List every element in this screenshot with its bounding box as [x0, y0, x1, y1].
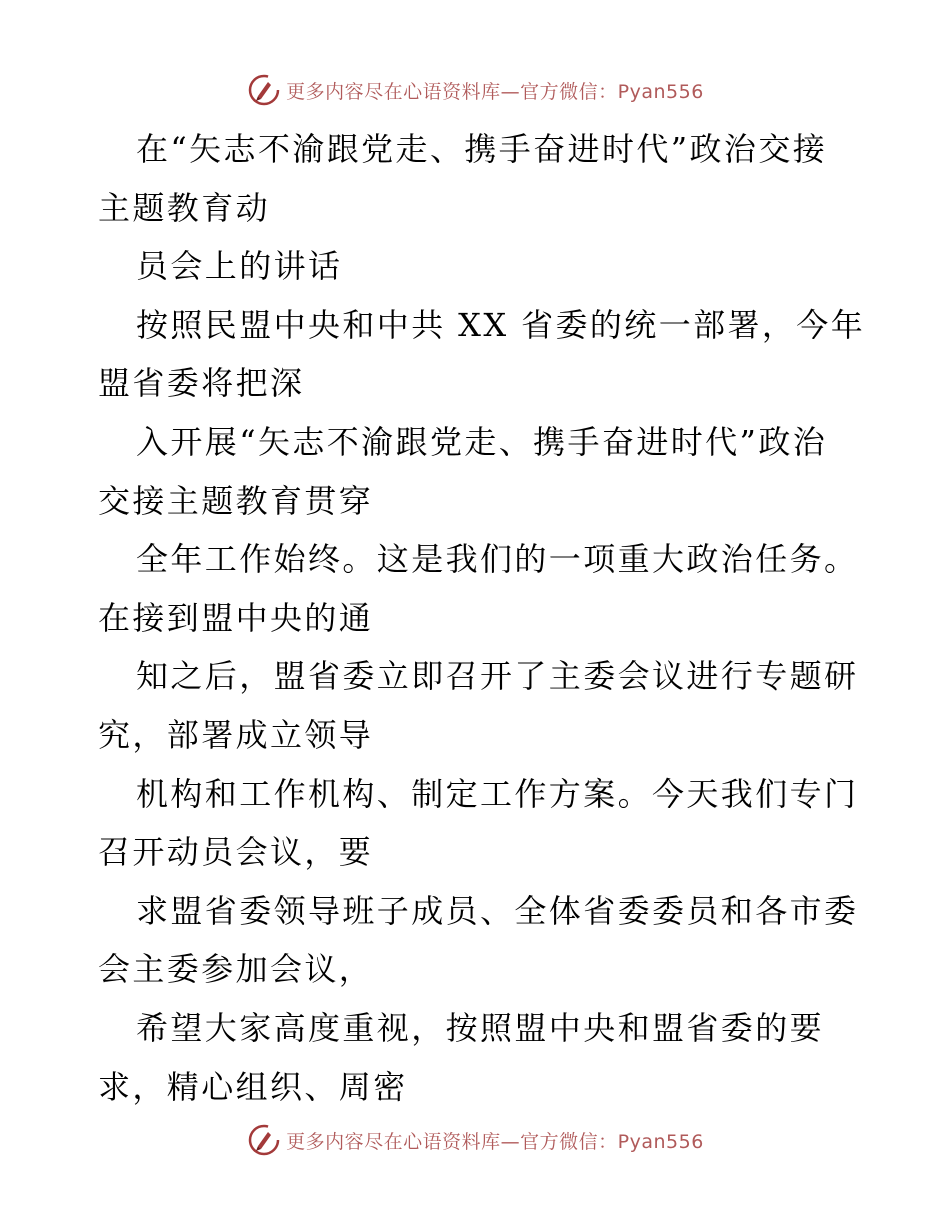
header-watermark [0, 70, 950, 110]
text-line: 求盟省委领导班子成员、全体省委委员和各市委 [136, 891, 859, 930]
document-body [98, 120, 866, 1116]
text-line: 在“矢志不渝跟党走、携手奋进时代”政治交接 [136, 130, 828, 168]
text-line: 机构和工作机构、制定工作方案。今天我们专门 [136, 774, 859, 813]
text-line: 入开展“矢志不渝跟党走、携手奋进时代”政治 [136, 422, 828, 461]
pen-nib-swirl-icon [246, 1122, 282, 1158]
footer-watermark [0, 1120, 950, 1160]
text-line: 会主委参加会议， [98, 950, 374, 989]
text-line: 员会上的讲话 [136, 247, 343, 286]
text-line: 知之后，盟省委立即召开了主委会议进行专题研 [136, 657, 859, 696]
pen-nib-swirl-icon [246, 72, 282, 108]
text-line: 交接主题教育贯穿 [98, 481, 374, 520]
watermark-text: 更多内容尽在心语资料库—官方微信：Pyan556 [286, 1130, 704, 1153]
text-line: 全年工作始终。这是我们的一项重大政治任务。 [136, 540, 859, 579]
text-line: 主题教育动 [98, 188, 271, 227]
watermark-text: 更多内容尽在心语资料库—官方微信：Pyan556 [286, 80, 704, 103]
text-line: 在接到盟中央的通 [98, 598, 374, 637]
text-line: 希望大家高度重视，按照盟中央和盟省委的要 [136, 1008, 825, 1047]
text-line: 究，部署成立领导 [98, 715, 374, 754]
text-line: 盟省委将把深 [98, 364, 305, 403]
text-line: 召开动员会议，要 [98, 833, 374, 872]
text-line: 按照民盟中央和中共 XX 省委的统一部署，今年 [136, 305, 866, 344]
text-line: 求，精心组织、周密 [98, 1067, 408, 1106]
